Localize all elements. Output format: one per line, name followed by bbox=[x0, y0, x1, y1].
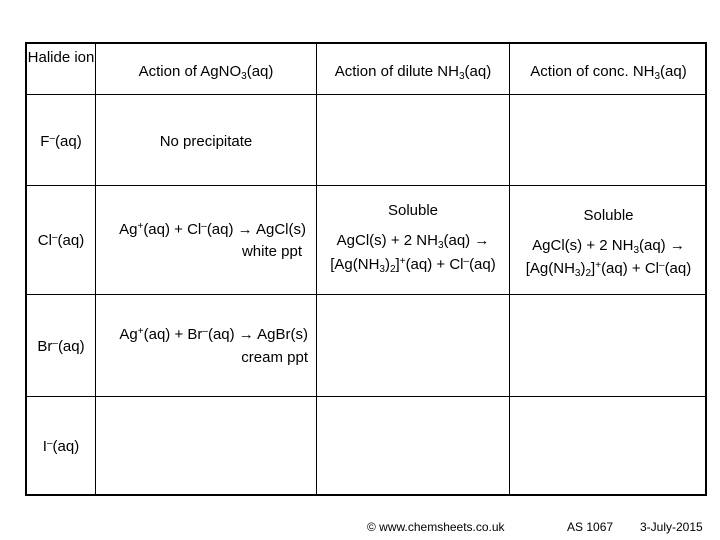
bromide-agno3-observation: cream ppt bbox=[241, 349, 308, 366]
row-divider bbox=[27, 396, 705, 397]
chloride-agno3-observation: white ppt bbox=[241, 243, 302, 260]
column-divider bbox=[95, 44, 96, 494]
footer-date: 3-July-2015 bbox=[640, 520, 703, 534]
row-divider bbox=[27, 294, 705, 295]
fluoride-agno3-result: No precipitate bbox=[159, 133, 253, 150]
row-divider bbox=[27, 185, 705, 186]
footer-website: © www.chemsheets.co.uk bbox=[367, 520, 505, 534]
footer-code: AS 1067 bbox=[567, 520, 614, 534]
chloride-dilute-equation-line2: $[Ag(NH_3)_2]^+(aq) + Cl^-(aq)$ bbox=[330, 256, 496, 275]
chloride-dilute-soluble: Soluble bbox=[387, 202, 439, 219]
header-action-conc-nh3: Action of conc. $NH_3(aq)$ bbox=[530, 63, 687, 82]
chloride-conc-soluble: Soluble bbox=[583, 207, 634, 224]
header-action-dilute-nh3: Action of dilute $NH_3(aq)$ bbox=[334, 63, 492, 82]
chloride-conc-equation-line1: AgCl(s) + 2 $NH_3(aq)$ → bbox=[532, 237, 685, 256]
header-action-agno3: Action of AgNO$_3$(aq) bbox=[138, 63, 274, 82]
iodide-ion-label: I–(aq) bbox=[42, 438, 80, 455]
fluoride-ion-label: F–(aq) bbox=[40, 133, 82, 150]
chloride-dilute-equation-line1: AgCl(s) + 2 $NH_3(aq)$ → bbox=[336, 232, 490, 251]
chloride-ion-label: Cl–(aq) bbox=[37, 232, 85, 249]
row-divider bbox=[27, 94, 705, 95]
header-halide-ion: Halide ion bbox=[27, 49, 95, 66]
halide-reactions-table bbox=[25, 42, 707, 496]
chloride-agno3-equation: Ag+(aq) + Cl–(aq) → AgCl(s) bbox=[119, 221, 306, 238]
bromide-ion-label: Br–(aq) bbox=[37, 338, 85, 355]
bromide-agno3-equation: Ag+(aq) + Br–(aq) → AgBr(s) bbox=[119, 326, 308, 343]
chloride-conc-equation-line2: $[Ag(NH_3)_2]^+(aq) + Cl^-(aq)$ bbox=[525, 260, 692, 279]
